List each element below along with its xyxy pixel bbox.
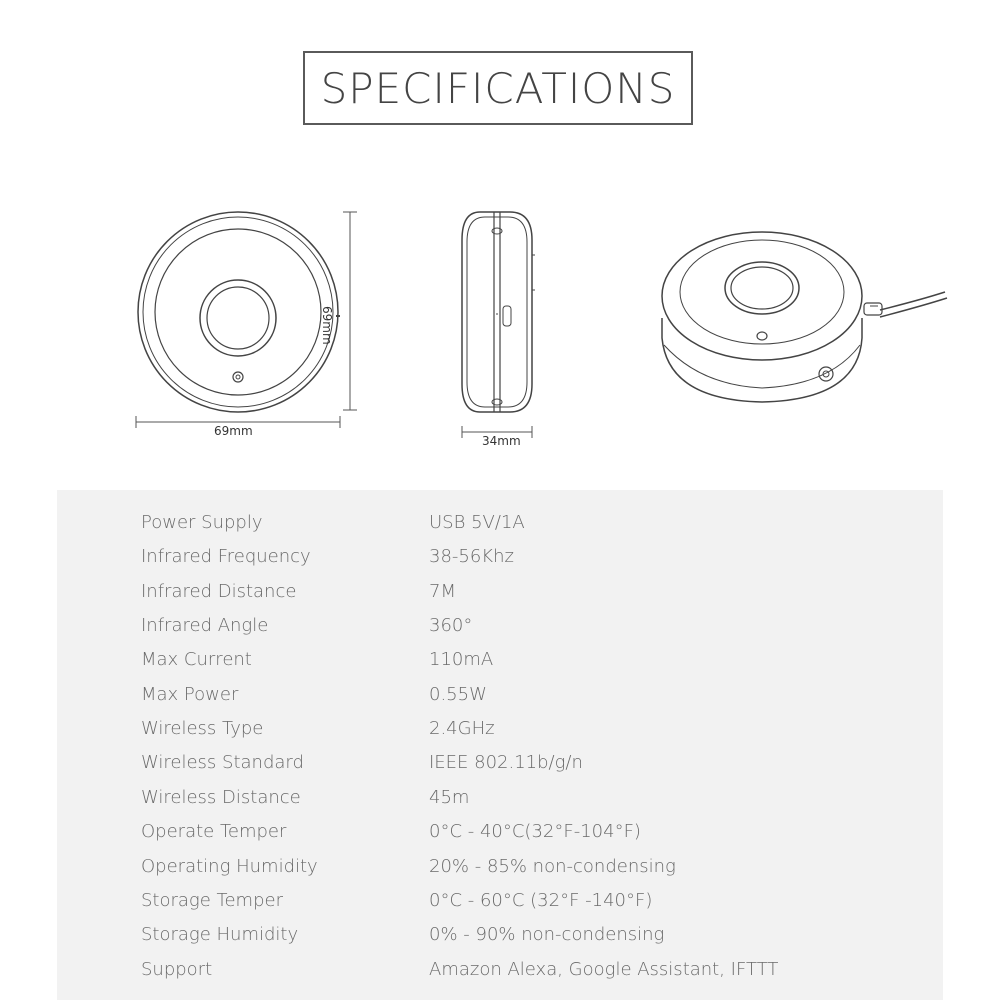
spec-value: 0°C - 60°C (32°F -140°F) (429, 889, 653, 911)
spec-value: 360° (429, 615, 473, 637)
spec-label: Power Supply (141, 512, 263, 533)
spec-row (57, 890, 943, 924)
side-depth-label: 34mm (482, 434, 521, 448)
spec-label: Infrared Frequency (141, 546, 311, 568)
spec-value: 7M (429, 580, 456, 602)
spec-value: Amazon Alexa, Google Assistant, IFTTT (429, 958, 779, 980)
spec-value: 110mA (429, 649, 494, 671)
spec-value: IEEE 802.11b/g/n (429, 752, 583, 774)
spec-row (57, 512, 943, 546)
spec-row (57, 924, 943, 958)
side-view-drawing (462, 212, 535, 412)
spec-row (57, 752, 943, 786)
spec-value: 20% - 85% non-condensing (429, 855, 676, 877)
spec-label: Wireless Standard (141, 752, 304, 774)
front-view-drawing (138, 212, 340, 412)
spec-value: USB 5V/1A (429, 512, 525, 533)
perspective-view-drawing (662, 232, 947, 402)
spec-table (57, 490, 943, 1000)
spec-row (57, 718, 943, 752)
spec-value: 0% - 90% non-condensing (429, 924, 665, 946)
spec-value: 0°C - 40°C(32°F-104°F) (429, 821, 641, 843)
spec-value: 0.55W (429, 683, 487, 705)
spec-row (57, 959, 943, 993)
spec-row (57, 581, 943, 615)
spec-row (57, 546, 943, 580)
front-height-dimension (343, 212, 357, 410)
spec-value: 2.4GHz (429, 718, 495, 740)
spec-label: Wireless Type (141, 718, 264, 740)
spec-label: Infrared Angle (141, 615, 269, 637)
spec-row (57, 649, 943, 683)
spec-value: 45m (429, 786, 470, 808)
front-width-label: 69mm (214, 424, 253, 438)
spec-row (57, 787, 943, 821)
spec-label: Operating Humidity (141, 855, 318, 877)
spec-label: Infrared Distance (141, 580, 297, 602)
spec-label: Max Power (141, 683, 239, 705)
spec-label: Max Current (141, 649, 252, 671)
spec-label: Operate Temper (141, 821, 287, 843)
spec-label: Storage Temper (141, 889, 283, 911)
spec-label: Storage Humidity (141, 924, 299, 946)
product-drawings (0, 0, 1000, 480)
spec-row (57, 856, 943, 890)
page-title: SPECIFICATIONS (320, 63, 676, 113)
spec-label: Support (141, 958, 213, 980)
spec-row (57, 821, 943, 855)
spec-row (57, 684, 943, 718)
spec-value: 38-56Khz (429, 546, 514, 568)
spec-label: Wireless Distance (141, 786, 301, 808)
front-height-label: 69mm (320, 306, 334, 345)
spec-row (57, 615, 943, 649)
